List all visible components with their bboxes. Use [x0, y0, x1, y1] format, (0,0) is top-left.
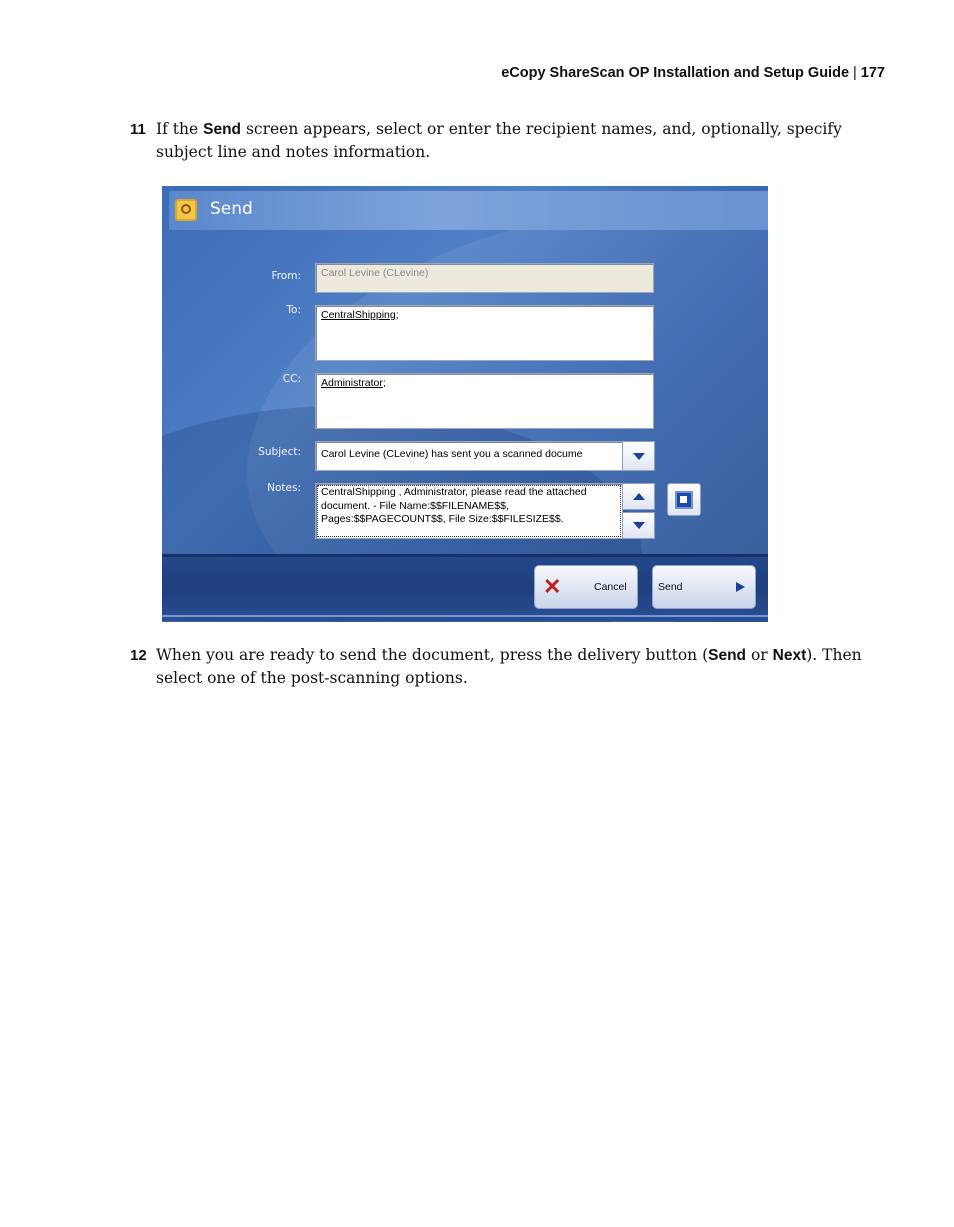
- screen-title: Send: [210, 199, 253, 219]
- ecopy-app-icon: [175, 199, 197, 221]
- from-field: Carol Levine (CLevine): [315, 263, 654, 293]
- to-label: To:: [286, 304, 301, 316]
- notes-scroll-up-button[interactable]: [622, 483, 655, 510]
- step-bold-term: Next: [772, 647, 807, 664]
- notes-label: Notes:: [267, 482, 301, 494]
- subject-label: Subject:: [258, 446, 301, 458]
- title-bar: [169, 191, 768, 230]
- action-bar: [162, 554, 768, 621]
- cc-label: CC:: [282, 373, 301, 385]
- step-number: 12: [130, 647, 147, 664]
- guide-title: eCopy ShareScan OP Installation and Setup Guide: [501, 65, 850, 81]
- send-screen-screenshot: [162, 186, 768, 622]
- to-separator: ;: [395, 309, 399, 321]
- play-arrow-icon: [736, 582, 745, 592]
- cc-field[interactable]: [315, 373, 654, 429]
- subject-dropdown-button[interactable]: [622, 441, 655, 471]
- step-text-part: ). Then select one of the post-scanning options.: [156, 646, 862, 687]
- step-text: [156, 118, 885, 164]
- subject-field[interactable]: Carol Levine (CLevine) has sent you a scanned docume: [315, 441, 623, 471]
- insert-icon: [675, 491, 693, 509]
- to-recipient[interactable]: CentralShipping: [321, 309, 396, 321]
- step-number: 11: [130, 121, 146, 138]
- arrow-up-icon: [633, 493, 645, 500]
- send-button[interactable]: [652, 565, 756, 609]
- step-text-part: When you are ready to send the document, press the delivery button (: [156, 646, 709, 664]
- notes-scroll-down-button[interactable]: [622, 512, 655, 539]
- step-bold-term: Send: [203, 121, 242, 138]
- cancel-button[interactable]: [534, 565, 638, 609]
- divider: [162, 615, 768, 617]
- step-text-part: If the: [156, 120, 204, 138]
- notes-field[interactable]: CentralShipping , Administrator, please read the attached document. - File Name:$$FILENAME$$, Pages:$$PAGECOUNT$$, File Size:$$FILESIZE$$.: [315, 483, 623, 539]
- cancel-button-label: Cancel: [594, 581, 627, 593]
- chevron-down-icon: [633, 453, 645, 460]
- step-12: [130, 644, 885, 690]
- cc-separator: ;: [382, 377, 386, 389]
- arrow-down-icon: [633, 522, 645, 529]
- step-11: [130, 118, 885, 164]
- notes-template-button[interactable]: [667, 483, 701, 516]
- step-text: [156, 644, 885, 690]
- header-separator: |: [853, 65, 857, 81]
- step-bold-term: Send: [708, 647, 747, 664]
- running-header: [501, 65, 885, 81]
- close-icon: ✕: [543, 574, 562, 599]
- step-text-part: screen appears, select or enter the recipient names, and, optionally, specify subject line and notes information.: [156, 120, 842, 161]
- from-label: From:: [271, 270, 301, 282]
- page-number: 177: [860, 65, 885, 81]
- cc-recipient[interactable]: Administrator: [321, 377, 383, 389]
- to-field[interactable]: [315, 305, 654, 361]
- step-text-part: or: [746, 646, 773, 664]
- send-button-label: Send: [658, 581, 683, 593]
